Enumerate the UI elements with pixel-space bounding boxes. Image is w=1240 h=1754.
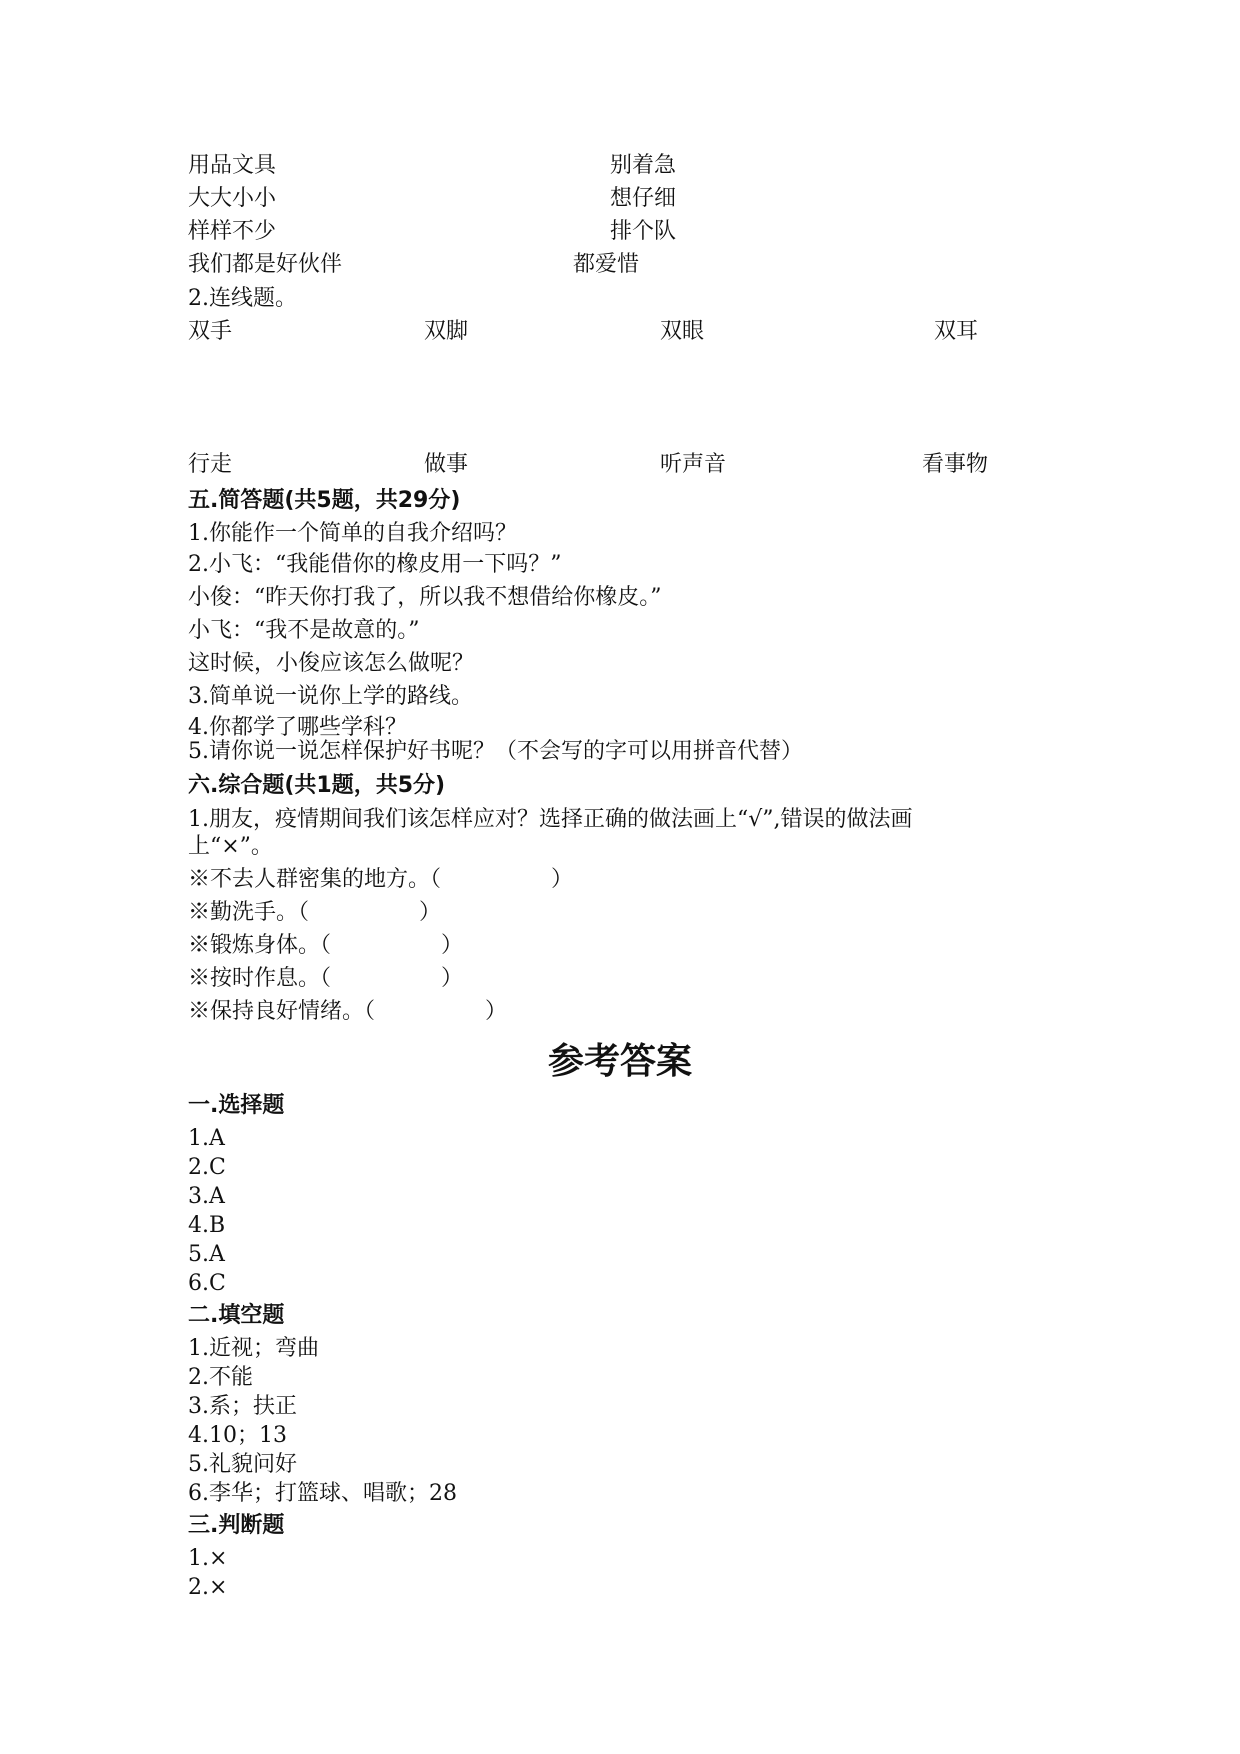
section5-line: 5.请你说一说怎样保护好书呢？（不会写的字可以用拼音代替） bbox=[188, 739, 803, 764]
section6-item: ※锻炼身体。（ ） bbox=[188, 933, 464, 958]
matching-bottom-item: 听声音 bbox=[660, 452, 727, 477]
section6-heading: 六.综合题(共1题，共5分) bbox=[188, 773, 446, 798]
answers-s2-heading: 二.填空题 bbox=[188, 1303, 285, 1328]
answer-item: 1.A bbox=[188, 1126, 225, 1151]
answer-item: 5.A bbox=[188, 1242, 225, 1267]
poem-line: 我们都是好伙伴 bbox=[188, 252, 343, 277]
answer-item: 2.不能 bbox=[188, 1365, 253, 1390]
section5-line: 1.你能作一个简单的自我介绍吗？ bbox=[188, 521, 517, 546]
section5-line: 这时候，小俊应该怎么做呢？ bbox=[188, 651, 475, 676]
section5-line: 4.你都学了哪些学科？ bbox=[188, 715, 407, 740]
section6-item: ※保持良好情绪。（ ） bbox=[188, 999, 508, 1024]
poem-line: 大大小小 bbox=[188, 186, 277, 211]
answer-item: 4.10；13 bbox=[188, 1423, 287, 1448]
section6-item: ※不去人群密集的地方。（ ） bbox=[188, 867, 574, 892]
poem-line: 样样不少 bbox=[188, 219, 277, 244]
answer-item: 4.B bbox=[188, 1213, 226, 1238]
poem-line: 用品文具 bbox=[188, 153, 277, 178]
matching-top-item: 双脚 bbox=[424, 319, 469, 344]
answers-s1-heading: 一.选择题 bbox=[188, 1093, 285, 1118]
answer-item: 5.礼貌问好 bbox=[188, 1452, 297, 1477]
section6-question: 上“×”。 bbox=[188, 834, 273, 859]
answer-item: 3.A bbox=[188, 1184, 225, 1209]
section6-question: 1.朋友，疫情期间我们该怎样应对？选择正确的做法画上“√”,错误的做法画 bbox=[188, 807, 913, 832]
poem-line: 别着急 bbox=[610, 153, 677, 178]
matching-top-item: 双手 bbox=[188, 319, 233, 344]
section5-line: 小俊：“昨天你打我了，所以我不想借给你橡皮。” bbox=[188, 585, 662, 610]
answer-item: 6.C bbox=[188, 1271, 226, 1296]
section6-item: ※勤洗手。（ ） bbox=[188, 900, 442, 925]
answers-s3-heading: 三.判断题 bbox=[188, 1513, 285, 1538]
section6-item: ※按时作息。（ ） bbox=[188, 966, 464, 991]
matching-bottom-item: 行走 bbox=[188, 452, 233, 477]
poem-line: 排个队 bbox=[610, 219, 677, 244]
answer-item: 6.李华；打篮球、唱歌；28 bbox=[188, 1481, 457, 1506]
matching-top-item: 双眼 bbox=[660, 319, 705, 344]
matching-top-item: 双耳 bbox=[934, 319, 979, 344]
answers-title: 参考答案 bbox=[547, 1041, 692, 1082]
poem-line: 想仔细 bbox=[610, 186, 677, 211]
answer-item: 2.C bbox=[188, 1155, 226, 1180]
answer-item: 3.系；扶正 bbox=[188, 1394, 297, 1419]
section5-line: 3.简单说一说你上学的路线。 bbox=[188, 684, 473, 709]
matching-bottom-item: 看事物 bbox=[922, 452, 989, 477]
section5-heading: 五.简答题(共5题，共29分) bbox=[188, 488, 461, 513]
matching-title: 2.连线题。 bbox=[188, 286, 297, 311]
section5-line: 2.小飞：“我能借你的橡皮用一下吗？” bbox=[188, 552, 562, 577]
answer-item: 2.× bbox=[188, 1575, 228, 1600]
matching-bottom-item: 做事 bbox=[424, 452, 469, 477]
answer-item: 1.× bbox=[188, 1546, 228, 1571]
answer-item: 1.近视；弯曲 bbox=[188, 1336, 319, 1361]
poem-line: 都爱惜 bbox=[573, 252, 640, 277]
section5-line: 小飞：“我不是故意的。” bbox=[188, 618, 420, 643]
